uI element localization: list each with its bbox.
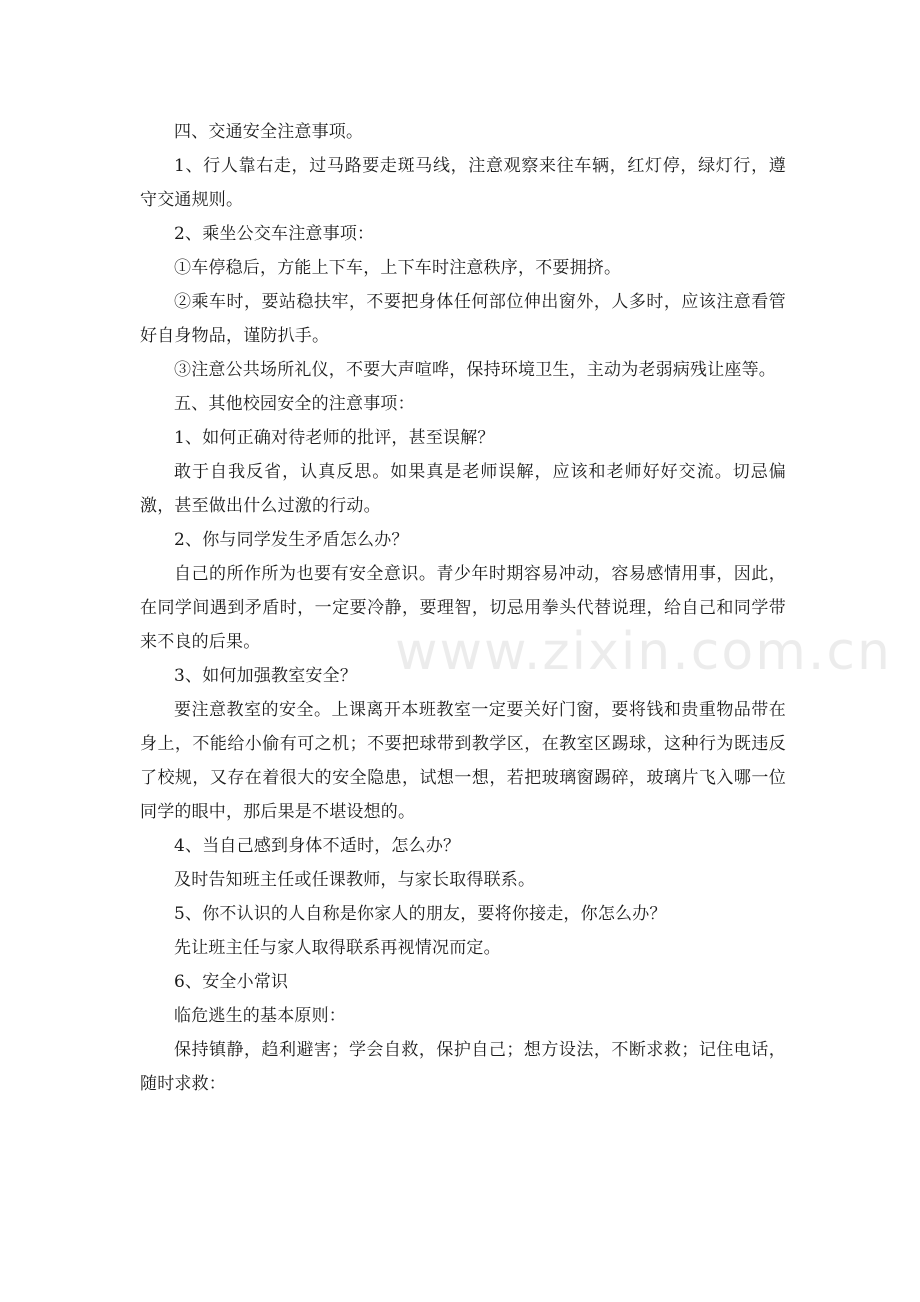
question-classmate-conflict: 2、你与同学发生矛盾怎么办？ bbox=[174, 530, 409, 550]
question-stranger-pickup: 5、你不认识的人自称是你家人的朋友，要将你接走，你怎么办？ bbox=[174, 904, 667, 924]
paragraph-escape-details: 保持镇静，趋利避害；学会自救，保护自己；想方设法，不断求救；记住电话，随时求救： bbox=[140, 1040, 786, 1094]
answer-feeling-unwell: 及时告知班主任或任课教师，与家长取得联系。 bbox=[174, 870, 536, 890]
question-classroom-safety: 3、如何加强教室安全？ bbox=[174, 666, 358, 686]
paragraph-pedestrian-rules: 1、行人靠右走，过马路要走斑马线，注意观察来往车辆，红灯停，绿灯行，遵守交通规则。 bbox=[140, 156, 786, 210]
answer-classmate-conflict: 自己的所作所为也要有安全意识。青少年时期容易冲动，容易感情用事，因此，在同学间遇到矛盾时，一定要冷静，要理智，切忌用拳头代替说理，给自己和同学带来不良的后果。 bbox=[140, 564, 786, 652]
document-page bbox=[140, 115, 786, 1101]
section-heading-traffic-safety: 四、交通安全注意事项。 bbox=[174, 122, 364, 142]
answer-stranger-pickup: 先让班主任与家人取得联系再视情况而定。 bbox=[174, 938, 501, 958]
subheading-safety-tips: 6、安全小常识 bbox=[174, 972, 289, 992]
section-heading-other-campus-safety: 五、其他校园安全的注意事项： bbox=[174, 394, 415, 414]
answer-classroom-safety: 要注意教室的安全。上课离开本班教室一定要关好门窗，要将钱和贵重物品带在身上，不能给小偷有可之机；不要把球带到教学区，在教室区踢球，这种行为既违反了校规，又存在着很大的安全隐患，试想一想，若把玻璃窗踢碎，玻璃片飞入哪一位同学的眼中，那后果是不堪设想的。 bbox=[140, 700, 786, 822]
watermark: www.zixin.com.cn bbox=[395, 622, 892, 682]
question-feeling-unwell: 4、当自己感到身体不适时，怎么办？ bbox=[174, 836, 461, 856]
paragraph-bus-riding: ②乘车时，要站稳扶牢，不要把身体任何部位伸出窗外，人多时，应该注意看管好自身物品，谨防扒手。 bbox=[140, 292, 786, 346]
subheading-bus-safety: 2、乘坐公交车注意事项： bbox=[174, 224, 375, 244]
paragraph-bus-boarding: ①车停稳后，方能上下车，上下车时注意秩序，不要拥挤。 bbox=[174, 258, 622, 278]
paragraph-public-etiquette: ③注意公共场所礼仪，不要大声喧哗，保持环境卫生，主动为老弱病残让座等。 bbox=[174, 360, 776, 380]
question-teacher-criticism: 1、如何正确对待老师的批评，甚至误解？ bbox=[174, 428, 495, 448]
answer-teacher-criticism: 敢于自我反省，认真反思。如果真是老师误解，应该和老师好好交流。切忌偏激，甚至做出什么过激的行动。 bbox=[140, 462, 786, 516]
paragraph-escape-principles: 临危逃生的基本原则： bbox=[174, 1006, 346, 1026]
